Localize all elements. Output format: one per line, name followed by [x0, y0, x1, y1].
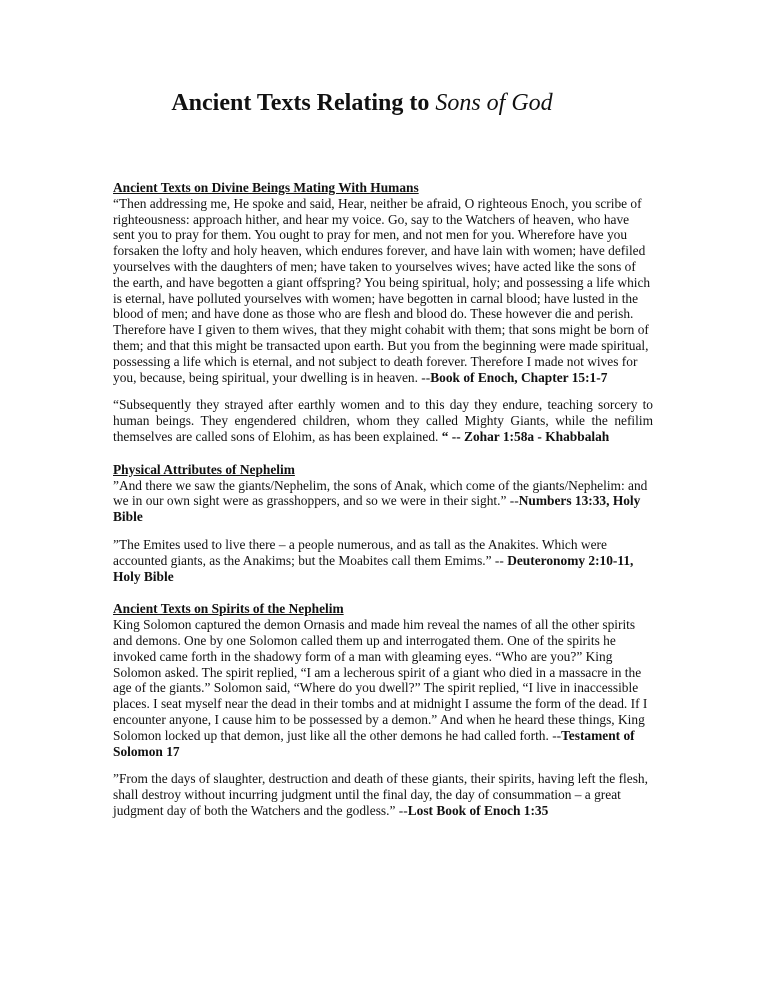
citation: Deuteronomy 2:10-11, Holy Bible [113, 552, 634, 584]
citation: Numbers 13:33, Holy Bible [113, 493, 641, 525]
section-heading: Physical Attributes of Nephelim [113, 461, 295, 477]
page-title [0, 90, 724, 117]
section-heading: Ancient Texts on Spirits of the Nephelim [113, 601, 344, 617]
title-emphasis: Sons of God [435, 90, 553, 116]
section-physical-attributes [113, 462, 653, 525]
passage-text: ”The Emites used to live there – a people numerous, and as tall as the Anakites. Which were accounted giants, as the Anakims; but the Moabites call them Emims.” -- [113, 536, 607, 568]
passage-text: “Subsequently they strayed after earthly women and to this day they endure, teaching sorcery to human beings. They engendered children, whom they called Mighty Giants, while the nefilim themselves are called sons of Elohim, as has been explained. [113, 397, 653, 444]
passage-text: King Solomon captured the demon Ornasis and made him reveal the names of all the other spirits and demons. One by one Solomon called them up and interrogated them. One of the spirits he invoked came forth in the shadowy form of a man with gleaming eyes. “Who are you?” King Solomon asked. The spirit replied, “I am a lecherous spirit of a giant who died in a massacre in the age of the giants.” Solomon said, “Where do you dwell?” The spirit replied, “I live in inaccessible places. I seat myself near the dead in their tombs and at midnight I assume the form of the dead. If I encounter anyone, I cause him to be possessed by a demon.” And when he heard these things, King Solomon locked up that demon, just like all the other demons he had called forth. -- [113, 617, 648, 743]
passage-zohar [113, 397, 653, 444]
title-main: Ancient Texts Relating to [171, 90, 436, 116]
citation: “ -- Zohar 1:58a - Khabbalah [441, 428, 610, 444]
passage-deuteronomy [113, 537, 653, 584]
citation: Testament of Solomon 17 [113, 727, 635, 759]
citation: Lost Book of Enoch 1:35 [407, 802, 549, 818]
passage-text: ”And there we saw the giants/Nephelim, the sons of Anak, which come of the giants/Nephelim: and we in our own sight were as grasshoppers, and so we were in their sight.” -- [113, 477, 648, 509]
document-body [113, 180, 653, 831]
section-divine-beings [113, 180, 653, 385]
section-spirits [113, 601, 653, 759]
passage-text: “Then addressing me, He spoke and said, Hear, neither be afraid, O righteous Enoch, you scribe of righteousness: approach hither, and hear my voice. Go, say to the Watchers of heaven, who have sent you to pray for them. You ought to pray for men, and not men for you. Wherefore have you forsaken the lofty and holy heaven, which endures forever, and have lain with women; have defiled yourselves with the daughters of men; have taken to yourselves wives; have acted like the sons of the earth, and have begotten a giant offspring? You being spiritual, holy; and possessing a life which is eternal, have polluted yourselves with women; have begotten in carnal blood; have lusted in the blood of men; and have done as those who are flesh and blood do. These however die and perish. Therefore have I given to them wives, that they might cohabit with them; that sons might be born of them; and that this might be transacted upon earth. But you from the beginning were made spiritual, possessing a life which is eternal, and not subject to death forever. Therefore I made not wives for you, because, being spiritual, your dwelling is in heaven. -- [113, 195, 651, 385]
passage-lost-enoch [113, 771, 653, 818]
citation: Book of Enoch, Chapter 15:1-7 [430, 369, 608, 385]
passage-text: ”From the days of slaughter, destruction and death of these giants, their spirits, having left the flesh, shall destroy without incurring judgment until the final day, the day of consummation – a great judgment day of both the Watchers and the godless.” -- [113, 771, 648, 818]
section-heading: Ancient Texts on Divine Beings Mating With Humans [113, 180, 419, 195]
